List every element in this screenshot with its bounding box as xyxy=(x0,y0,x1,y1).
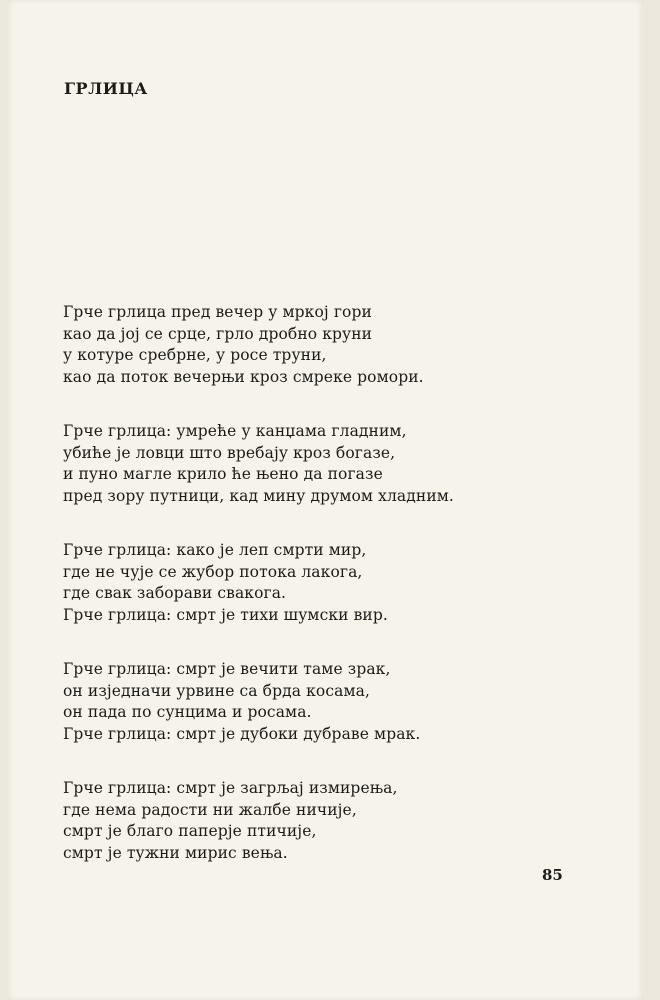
poem-line: у котуре сребрне, у росе труни, xyxy=(63,346,327,364)
poem-body xyxy=(63,302,583,897)
poem-line: он пада по сунцима и росама. xyxy=(63,703,312,721)
page-number: 85 xyxy=(542,866,563,884)
poem-line: где свак заборави свакога. xyxy=(63,584,287,602)
stanza-1 xyxy=(63,302,583,388)
poem-line: Грче грлица пред вечер у мркој гори xyxy=(63,303,372,321)
poem-title: ГРЛИЦА xyxy=(64,79,148,98)
poem-line: где нема радости ни жалбе ничије, xyxy=(63,800,357,819)
poem-line: Грче грлица: смрт је загрљај измирења, xyxy=(63,779,398,797)
poem-line: Грче грлица: смрт је тихи шумски вир. xyxy=(63,605,388,624)
stanza-4 xyxy=(63,659,583,745)
poem-line: Грче грлица: смрт је дубоки дубраве мрак. xyxy=(63,724,421,743)
poem-line: смрт је тужни мирис вења. xyxy=(63,843,288,862)
poem-line: као да јој се срце, грло дробно круни xyxy=(63,324,373,343)
poem-line: смрт је благо паперје птичије, xyxy=(63,822,317,840)
poem-line: где не чује се жубор потока лакога, xyxy=(63,562,363,581)
stanza-3 xyxy=(63,540,583,626)
poem-line: као да поток вечерњи кроз смреке ромори. xyxy=(63,367,424,386)
poem-line: Грче грлица: смрт је вечити таме зрак, xyxy=(63,660,391,678)
poem-line: Грче грлица: умреће у канџама гладним, xyxy=(63,422,407,440)
poem-line: убиће је ловци што вребају кроз богазе, xyxy=(63,443,396,462)
poem-line: и пуно магле крило ће њено да погазе xyxy=(63,465,383,483)
book-page xyxy=(8,0,644,1000)
stanza-5 xyxy=(63,778,583,864)
poem-line: Грче грлица: како је леп смрти мир, xyxy=(63,541,367,559)
stanza-2 xyxy=(63,421,583,507)
poem-line: пред зору путници, кад мину друмом хладним. xyxy=(63,486,454,505)
poem-line: он изједначи урвине са брда косама, xyxy=(63,681,370,700)
